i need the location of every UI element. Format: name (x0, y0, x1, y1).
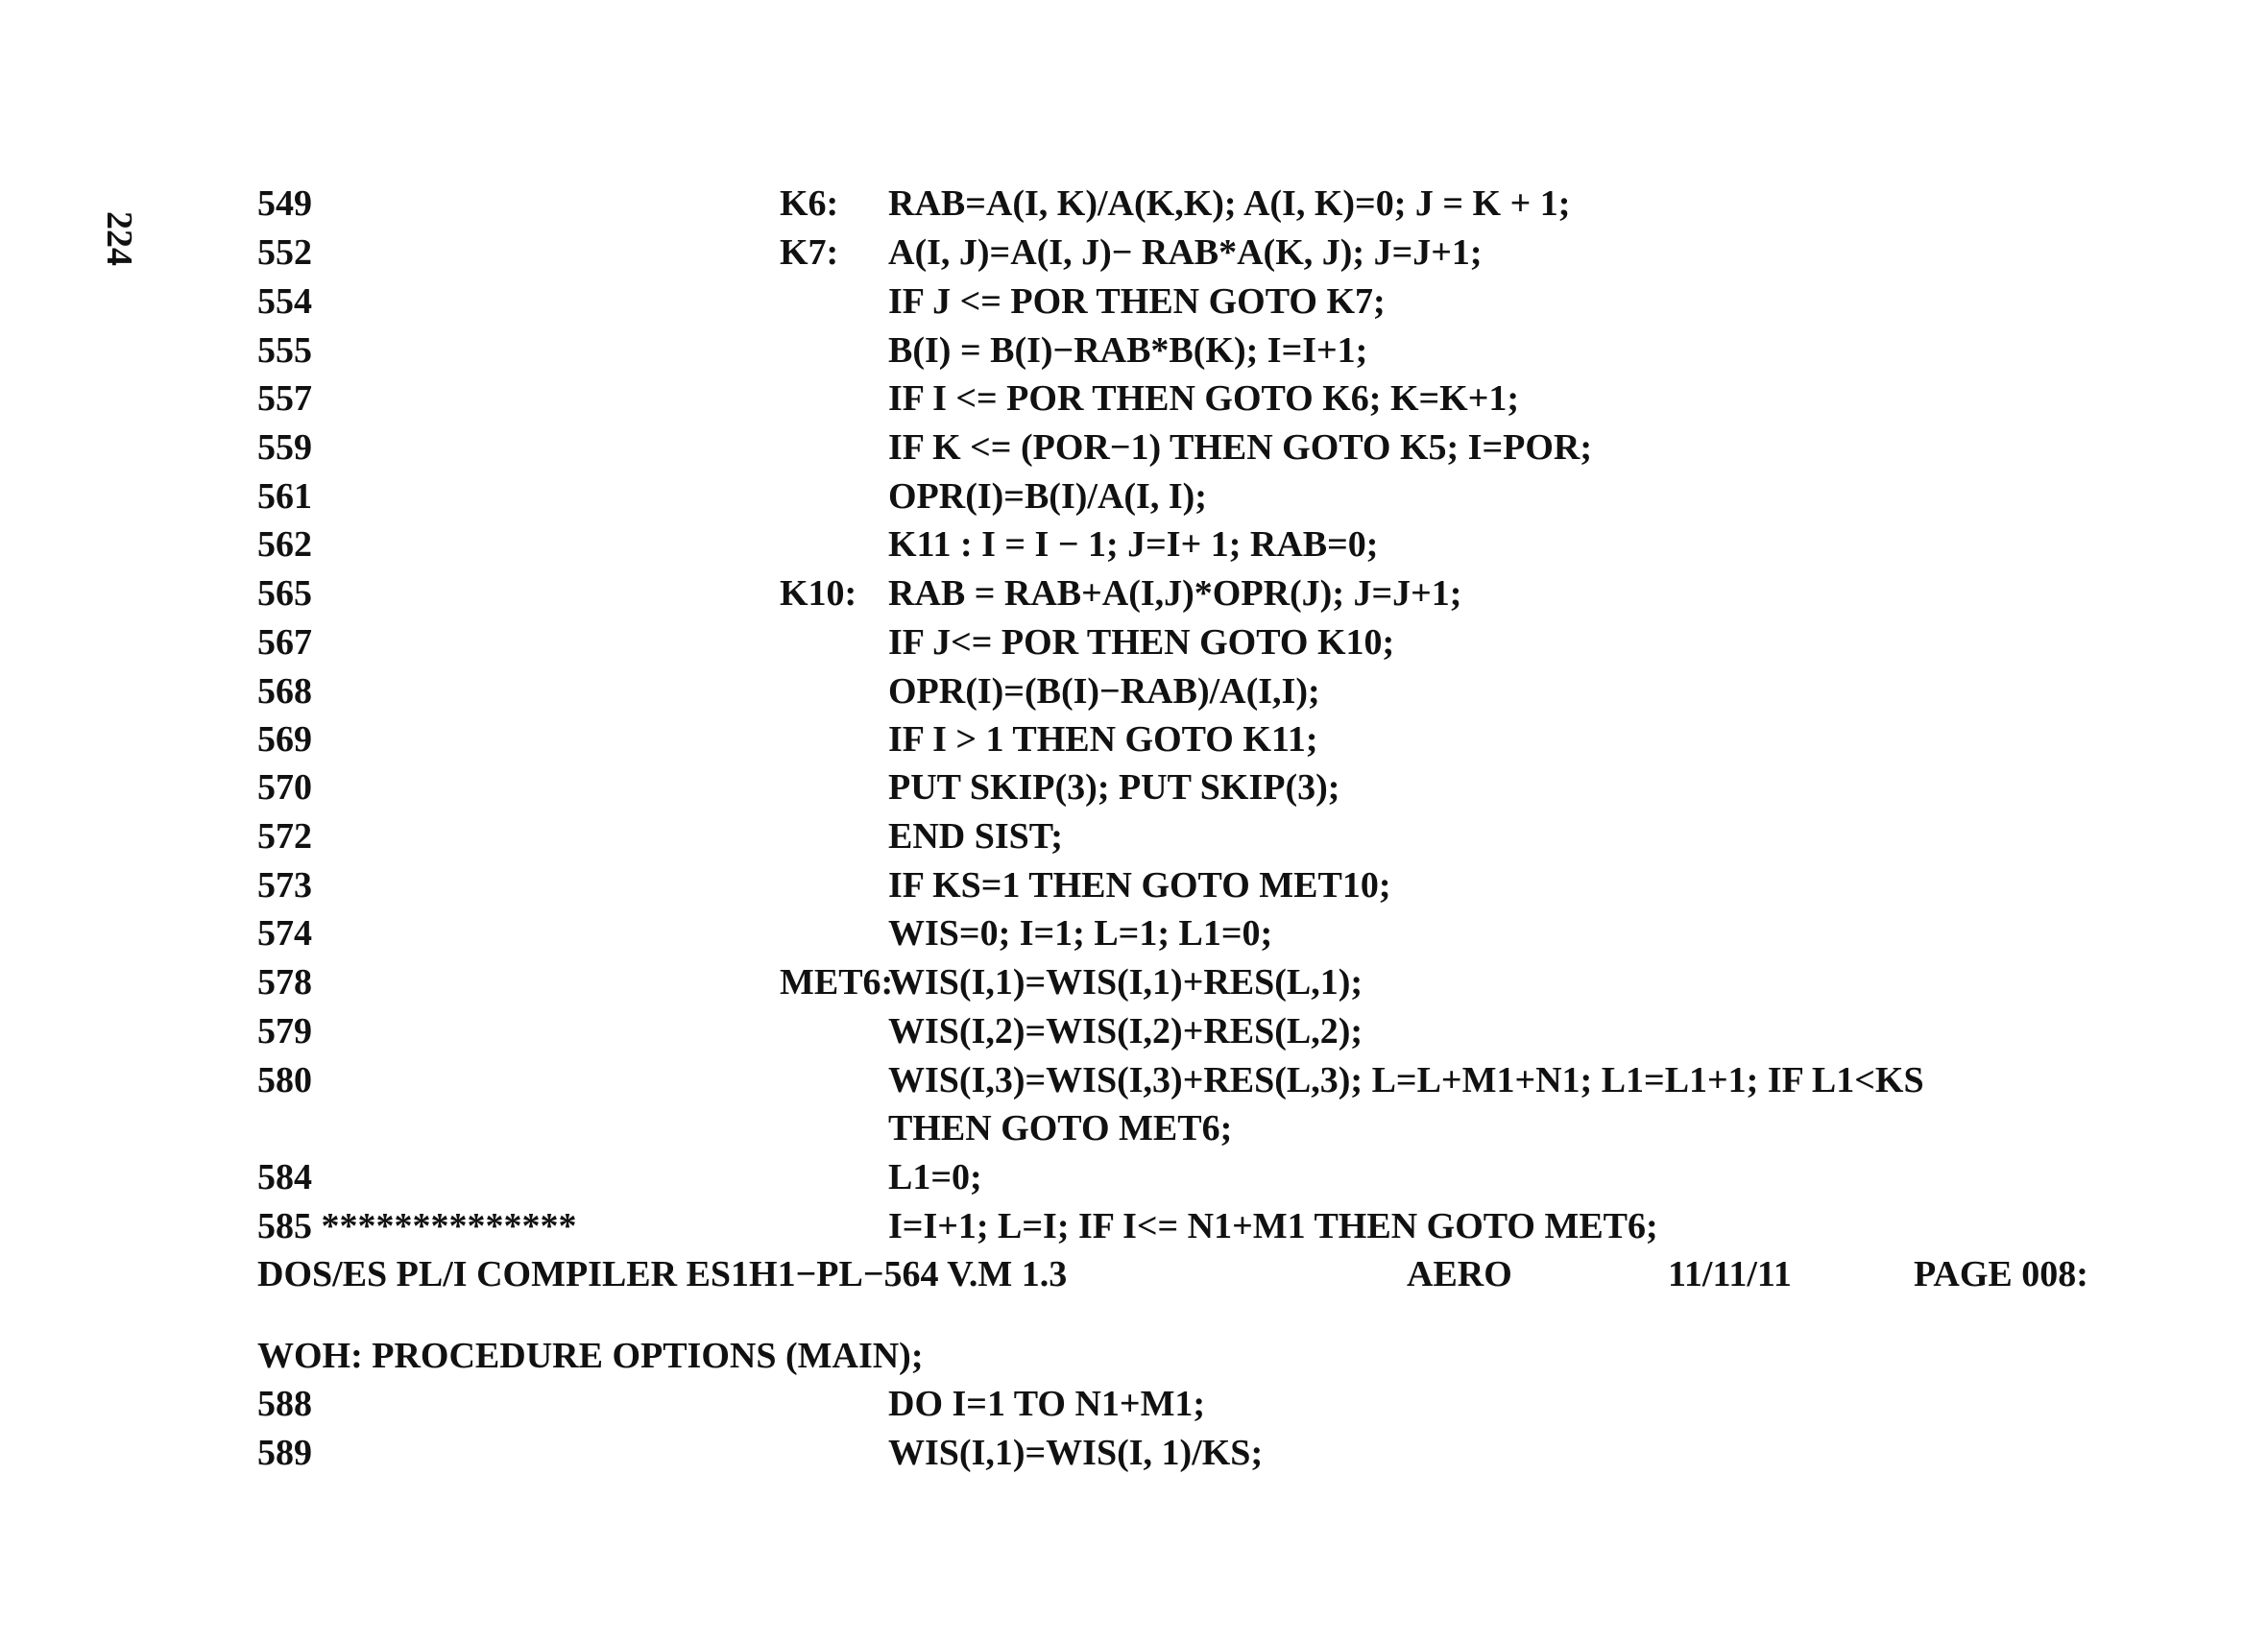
listing-line (0, 472, 2268, 520)
line-number: 565 (257, 573, 312, 614)
listing-line (0, 1007, 2268, 1055)
listing-line (0, 1056, 2268, 1104)
code-text: RAB = RAB+A(I,J)*OPR(J); J=J+1; (888, 573, 1462, 614)
listing-line (0, 1429, 2268, 1477)
line-number: 579 (257, 1011, 312, 1052)
listing-line (0, 326, 2268, 375)
listing-line (0, 1153, 2268, 1201)
code-text: OPR(I)=(B(I)−RAB)/A(I,I); (888, 671, 1320, 712)
statement-label: K10: (780, 573, 857, 614)
code-text: RAB=A(I, K)/A(K,K); A(I, K)=0; J = K + 1; (888, 183, 1571, 224)
code-text: I=I+1; L=I; IF I<= N1+M1 THEN GOTO MET6; (888, 1206, 1658, 1246)
procedure-header: WOH: PROCEDURE OPTIONS (MAIN); (257, 1336, 924, 1376)
code-text: THEN GOTO MET6; (888, 1108, 1233, 1148)
line-number: 584 (257, 1157, 312, 1197)
code-text: IF K <= (POR−1) THEN GOTO K5; I=POR; (888, 427, 1592, 468)
listing-line (0, 229, 2268, 277)
compile-date: 11/11/11 (1668, 1254, 1792, 1294)
line-number: 552 (257, 232, 312, 273)
listing-line (0, 423, 2268, 471)
line-number: 557 (257, 378, 312, 419)
code-text: IF J <= POR THEN GOTO K7; (888, 281, 1386, 322)
line-number: 585 ************** (257, 1206, 577, 1246)
listing-line (0, 618, 2268, 666)
code-text: B(I) = B(I)−RAB*B(K); I=I+1; (888, 330, 1368, 371)
code-text: L1=0; (888, 1157, 982, 1197)
page-number: 224 (99, 211, 139, 266)
statement-label: MET6: (780, 962, 894, 1003)
listing-line (0, 861, 2268, 909)
line-number: 572 (257, 816, 312, 857)
listing-line (0, 569, 2268, 617)
code-text: IF I <= POR THEN GOTO K6; K=K+1; (888, 378, 1520, 419)
listing-line (0, 1380, 2268, 1428)
listing-line (0, 180, 2268, 228)
code-text: WIS=0; I=1; L=1; L1=0; (888, 913, 1273, 954)
code-text: PUT SKIP(3); PUT SKIP(3); (888, 767, 1340, 808)
statement-label: K7: (780, 232, 839, 273)
code-text: WIS(I,1)=WIS(I,1)+RES(L,1); (888, 962, 1363, 1003)
line-number: 567 (257, 622, 312, 663)
program-name: AERO (1407, 1254, 1512, 1294)
code-text: WIS(I,1)=WIS(I, 1)/KS; (888, 1433, 1264, 1473)
line-number: 569 (257, 719, 312, 760)
listing-line (0, 909, 2268, 957)
line-number: 561 (257, 476, 312, 517)
listing-line (0, 715, 2268, 763)
line-number: 568 (257, 671, 312, 712)
line-number: 555 (257, 330, 312, 371)
line-number: 589 (257, 1433, 312, 1473)
line-number: 554 (257, 281, 312, 322)
listing-line (0, 375, 2268, 423)
statement-label: K6: (780, 183, 839, 224)
listing-line (0, 520, 2268, 568)
line-number: 570 (257, 767, 312, 808)
code-text: WIS(I,3)=WIS(I,3)+RES(L,3); L=L+M1+N1; L1=L1+1; IF L1<KS (888, 1060, 1924, 1100)
listing-line (0, 1202, 2268, 1250)
listing-line (0, 812, 2268, 860)
line-number: 549 (257, 183, 312, 224)
compiler-name: DOS/ES PL/I COMPILER ES1H1−PL−564 V.M 1.3 (257, 1254, 1068, 1294)
line-number: 588 (257, 1384, 312, 1424)
line-number: 578 (257, 962, 312, 1003)
code-text: IF J<= POR THEN GOTO K10; (888, 622, 1395, 663)
code-text: WIS(I,2)=WIS(I,2)+RES(L,2); (888, 1011, 1363, 1052)
line-number: 580 (257, 1060, 312, 1100)
listing-line (0, 667, 2268, 715)
code-text: END SIST; (888, 816, 1063, 857)
line-number: 559 (257, 427, 312, 468)
code-text: K11 : I = I − 1; J=I+ 1; RAB=0; (888, 524, 1379, 565)
line-number: 574 (257, 913, 312, 954)
line-number: 562 (257, 524, 312, 565)
listing-line (0, 763, 2268, 811)
line-number: 573 (257, 865, 312, 906)
listing-line (0, 1104, 2268, 1152)
listing-line (0, 278, 2268, 326)
code-text: A(I, J)=A(I, J)− RAB*A(K, J); J=J+1; (888, 232, 1483, 273)
listing-page: PAGE 008: (1914, 1254, 2088, 1294)
code-text: DO I=1 TO N1+M1; (888, 1384, 1206, 1424)
listing-line (0, 958, 2268, 1006)
code-text: OPR(I)=B(I)/A(I, I); (888, 476, 1207, 517)
code-text: IF KS=1 THEN GOTO MET10; (888, 865, 1391, 906)
code-text: IF I > 1 THEN GOTO K11; (888, 719, 1318, 760)
